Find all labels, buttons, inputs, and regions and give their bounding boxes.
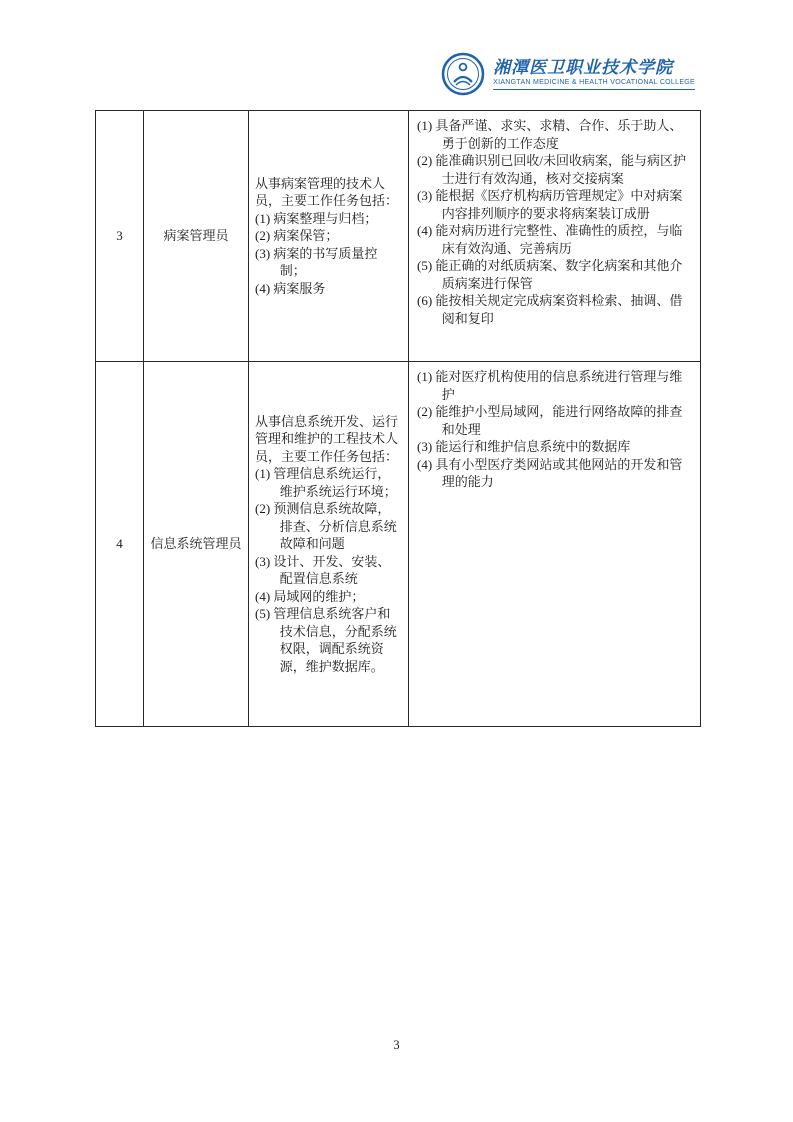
duties-list	[255, 465, 402, 675]
table-row	[96, 362, 701, 727]
college-name-en: XIANGTAN MEDICINE & HEALTH VOCATIONAL COLLEGE	[493, 78, 695, 90]
list-item: (3) 病案的书写质量控制；	[255, 245, 378, 279]
list-item: (5) 管理信息系统客户和技术信息，分配系统权限，调配系统资源，维护数据库。	[255, 606, 397, 674]
college-logo	[441, 52, 695, 96]
college-logo-wordmark	[493, 58, 695, 90]
duties-list	[255, 210, 402, 298]
skills-list	[417, 368, 692, 491]
page-footer	[0, 1038, 793, 1053]
skills-list	[417, 117, 692, 327]
college-name-zh: 湘潭医卫职业技术学院	[493, 58, 674, 77]
list-item: (1) 具备严谨、求实、求精、合作、乐于助人、勇于创新的工作态度	[417, 118, 683, 151]
list-item: (3) 能运行和维护信息系统中的数据库	[417, 439, 631, 454]
list-item: (1) 能对医疗机构使用的信息系统进行管理与维护	[417, 369, 683, 402]
list-item: (1) 管理信息系统运行，维护系统运行环境；	[255, 466, 397, 499]
occupation-skills-table	[95, 110, 701, 727]
list-item: (4) 病案服务	[255, 280, 326, 296]
row-index-cell: 3	[96, 111, 144, 362]
list-item: (4) 局域网的维护；	[255, 588, 365, 604]
occupation-cell: 病案管理员	[144, 111, 249, 362]
row-index-cell: 4	[96, 362, 144, 727]
list-item: (4) 能对病历进行完整性、准确性的质控，与临床有效沟通、完善病历	[417, 223, 683, 256]
list-item: (4) 具有小型医疗类网站或其他网站的开发和管理的能力	[417, 456, 683, 489]
list-item: (2) 预测信息系统故障，排查、分析信息系统故障和问题	[255, 501, 397, 552]
occupation-cell: 信息系统管理员	[144, 362, 249, 727]
list-item: (6) 能按相关规定完成病案资料检索、抽调、借阅和复印	[417, 293, 683, 326]
duties-intro: 从事病案管理的技术人员，主要工作任务包括：	[255, 175, 399, 209]
table-row	[96, 111, 701, 362]
table-body	[96, 111, 701, 727]
list-item: (3) 设计、开发、安装、配置信息系统	[255, 553, 391, 587]
list-item: (3) 能根据《医疗机构病历管理规定》中对病案内容排列顺序的要求将病案装订成册	[417, 188, 683, 221]
skills-cell	[409, 111, 701, 362]
list-item: (2) 能维护小型局域网，能进行网络故障的排查和处理	[417, 404, 683, 437]
list-item: (5) 能正确的对纸质病案、数字化病案和其他介质病案进行保管	[417, 258, 683, 291]
duties-cell	[249, 362, 409, 727]
duties-cell	[249, 111, 409, 362]
skills-cell	[409, 362, 701, 727]
college-logo-icon	[441, 52, 485, 96]
page-number: 3	[393, 1038, 400, 1052]
list-item: (1) 病案整理与归档；	[255, 210, 378, 226]
list-item: (2) 病案保管；	[255, 228, 339, 244]
duties-intro: 从事信息系统开发、运行管理和维护的工程技术人员，主要工作任务包括：	[255, 413, 399, 464]
list-item: (2) 能准确识别已回收/未回收病案，能与病区护士进行有效沟通，核对交接病案	[417, 153, 687, 186]
